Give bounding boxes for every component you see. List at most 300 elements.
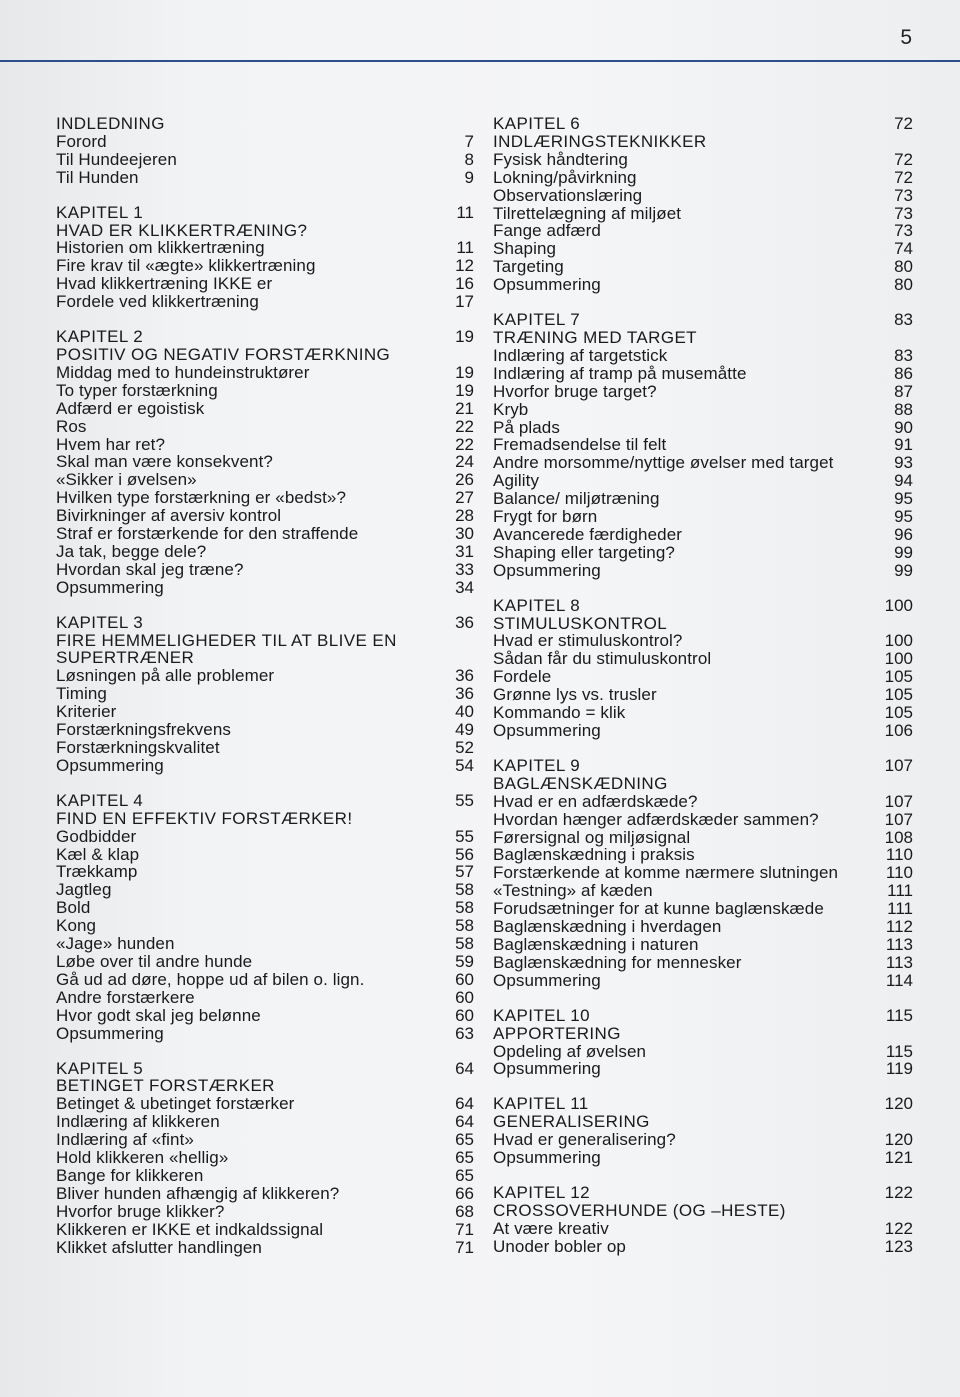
toc-entry-page: 88 (894, 399, 913, 419)
toc-entry-page: 86 (894, 363, 913, 383)
toc-entry-title: Opsummering (493, 721, 601, 740)
toc-entry (493, 365, 913, 383)
chapter-title: CROSSOVERHUNDE (OG –HESTE) (493, 1200, 786, 1220)
toc-entry-page: 21 (455, 398, 474, 418)
toc-entry-title: Gå ud ad døre, hoppe ud af bilen o. lign. (56, 969, 365, 989)
toc-entry-page: 60 (455, 1005, 474, 1025)
toc-entry-title: Unoder bobler op (493, 1236, 626, 1256)
toc-entry (56, 899, 474, 917)
toc-section (493, 757, 913, 990)
chapter-heading-row (493, 1007, 913, 1025)
toc-entry-page: 65 (455, 1165, 474, 1185)
toc-entry-title: Betinget & ubetinget forstærker (56, 1094, 295, 1114)
toc-entry (56, 1239, 474, 1257)
chapter-heading: KAPITEL 4 (56, 790, 144, 810)
toc-entry (493, 383, 913, 401)
toc-entry-page: 107 (884, 809, 913, 829)
toc-entry-title: Opsummering (493, 970, 601, 990)
toc-entry-page: 73 (894, 221, 913, 241)
toc-entry-page: 91 (894, 435, 913, 455)
toc-entry (56, 953, 474, 971)
toc-entry (56, 863, 474, 881)
toc-entry-page: 99 (894, 542, 913, 562)
chapter-heading: KAPITEL 9 (493, 755, 581, 775)
toc-entry-page: 72 (894, 149, 913, 169)
toc-entry (56, 1095, 474, 1113)
toc-entry (56, 400, 474, 418)
toc-entry-title: Kriterier (56, 702, 117, 722)
toc-entry (493, 811, 913, 829)
toc-entry-page: 63 (455, 1023, 474, 1043)
chapter-heading-row (56, 115, 474, 133)
chapter-heading-row (493, 597, 913, 615)
chapter-title: TRÆNING MED TARGET (493, 327, 697, 347)
toc-entry-title: Bliver hunden afhængig af klikkeren? (56, 1183, 340, 1203)
chapter-heading-row (56, 614, 474, 632)
toc-entry-page: 16 (455, 274, 474, 294)
toc-entry (56, 917, 474, 935)
toc-entry (56, 543, 474, 561)
toc-entry-title: Hvordan skal jeg træne? (56, 559, 244, 579)
toc-entry-page: 94 (894, 471, 913, 491)
toc-section (493, 1007, 913, 1079)
toc-entry-title: Baglænskædning i naturen (493, 934, 699, 954)
toc-entry-page: 60 (455, 969, 474, 989)
toc-entry-page: 24 (455, 452, 474, 472)
toc-entry-page: 9 (464, 167, 474, 187)
toc-entry (56, 1113, 474, 1131)
chapter-heading-row (493, 1095, 913, 1113)
toc-entry (56, 1167, 474, 1185)
toc-entry-page: 55 (455, 826, 474, 846)
toc-entry (56, 1203, 474, 1221)
toc-entry-title: Trækkamp (56, 862, 138, 882)
toc-entry-title: «Testning» af kæden (493, 881, 653, 901)
toc-entry-title: Agility (493, 471, 540, 491)
toc-entry-title: Tilrettelægning af miljøet (493, 203, 682, 223)
chapter-heading: KAPITEL 8 (493, 595, 581, 615)
toc-entry-page: 93 (894, 453, 913, 473)
toc-entry-page: 111 (887, 899, 913, 919)
chapter-page-number: 11 (456, 202, 474, 222)
toc-entry-page: 110 (885, 845, 913, 865)
chapter-heading-row (56, 328, 474, 346)
toc-entry (493, 187, 913, 205)
toc-entry-title: Middag med to hundeinstruktører (56, 362, 310, 382)
chapter-title: STIMULUSKONTROL (493, 613, 668, 633)
toc-entry-title: Lokning/påvirkning (493, 167, 637, 187)
toc-entry-title: Baglænskædning for mennesker (493, 952, 742, 972)
toc-entry-page: 64 (455, 1112, 474, 1132)
toc-entry (56, 257, 474, 275)
toc-entry-page: 52 (455, 738, 474, 757)
toc-entry-title: Timing (56, 684, 107, 704)
toc-section (56, 115, 474, 187)
toc-entry-page: 68 (455, 1201, 474, 1221)
toc-entry (493, 954, 913, 972)
toc-entry (56, 436, 474, 454)
toc-entry (493, 562, 913, 580)
toc-entry-title: Jagtleg (56, 880, 112, 900)
chapter-heading: KAPITEL 2 (56, 327, 144, 347)
toc-entry (493, 1220, 913, 1238)
toc-entry (56, 1025, 474, 1043)
toc-section (56, 1060, 474, 1257)
toc-entry-page: 60 (455, 987, 474, 1007)
chapter-heading-row (493, 757, 913, 775)
toc-entry-page: 112 (885, 917, 913, 937)
toc-entry-page: 27 (455, 488, 474, 508)
chapter-heading-row (493, 115, 913, 133)
toc-entry (493, 508, 913, 526)
toc-entry-title: Hvad er stimuluskontrol? (493, 631, 683, 651)
toc-entry (493, 722, 913, 740)
toc-entry-title: Bange for klikkeren (56, 1165, 204, 1185)
chapter-title: GENERALISERING (493, 1112, 650, 1132)
chapter-heading: KAPITEL 10 (493, 1005, 590, 1025)
toc-entry-page: 30 (455, 524, 474, 544)
toc-entry (56, 667, 474, 685)
toc-entry (56, 846, 474, 864)
toc-entry-page: 71 (455, 1219, 474, 1239)
toc-entry (56, 471, 474, 489)
toc-entry-page: 74 (894, 239, 913, 259)
toc-entry-page: 110 (885, 863, 913, 883)
toc-entry-title: Baglænskædning i hverdagen (493, 917, 722, 937)
chapter-title: INDLÆRINGSTEKNIKKER (493, 131, 707, 151)
toc-entry-title: Opsummering (493, 560, 601, 580)
toc-entry-title: Fremadsendelse til felt (493, 435, 667, 455)
toc-section (56, 614, 474, 775)
chapter-title: BETINGET FORSTÆRKER (56, 1076, 275, 1096)
toc-entry (56, 561, 474, 579)
toc-entry-title: Fire krav til «ægte» klikkertræning (56, 256, 316, 276)
toc-entry-title: Bold (56, 898, 91, 918)
toc-entry-title: Forudsætninger for at kunne baglænskæde (493, 899, 824, 919)
toc-entry (56, 579, 474, 597)
chapter-page-number: 83 (894, 310, 913, 330)
chapter-title: BAGLÆNSKÆDNING (493, 773, 668, 793)
toc-entry-page: 120 (884, 1130, 913, 1150)
toc-entry (56, 1185, 474, 1203)
chapter-title: FIRE HEMMELIGHEDER TIL AT BLIVE EN SUPERTRÆNER (56, 630, 397, 668)
toc-entry-title: Fysisk håndtering (493, 149, 628, 169)
toc-entry-page: 34 (455, 577, 474, 597)
toc-entry-page: 90 (894, 417, 913, 437)
chapter-page-number: 55 (455, 790, 474, 810)
toc-entry (56, 739, 474, 757)
toc-entry (493, 151, 913, 169)
toc-left-column (56, 115, 474, 1273)
toc-entry-title: Til Hunden (56, 167, 139, 187)
toc-entry-page: 115 (885, 1041, 913, 1061)
chapter-heading: KAPITEL 3 (56, 612, 144, 632)
toc-entry-page: 108 (884, 827, 913, 847)
toc-entry (56, 507, 474, 525)
toc-entry-page: 105 (884, 685, 913, 705)
toc-entry-page: 7 (464, 131, 474, 151)
toc-entry (493, 846, 913, 864)
toc-entry-page: 56 (455, 844, 474, 864)
toc-entry-page: 100 (884, 631, 913, 651)
toc-entry (493, 347, 913, 365)
toc-entry-page: 83 (894, 345, 913, 365)
toc-entry (493, 276, 913, 294)
toc-entry (56, 169, 474, 187)
toc-entry-title: Observationslæring (493, 185, 643, 205)
toc-entry-page: 19 (455, 380, 474, 400)
toc-entry-title: Indlæring af tramp på musemåtte (493, 363, 747, 383)
toc-entry-page: 87 (894, 381, 913, 401)
chapter-page-number: 122 (884, 1182, 913, 1202)
toc-entry (493, 936, 913, 954)
chapter-title: APPORTERING (493, 1023, 621, 1043)
toc-entry (493, 205, 913, 223)
toc-entry-page: 12 (455, 256, 474, 276)
toc-entry-page: 26 (455, 470, 474, 490)
toc-entry-page: 105 (884, 667, 913, 687)
toc-entry-page: 105 (884, 703, 913, 723)
toc-entry-title: Forstærkningskvalitet (56, 738, 220, 757)
toc-entry-page: 114 (885, 970, 913, 990)
toc-entry-title: Fordele (493, 667, 552, 687)
toc-entry-title: Opsummering (56, 1023, 164, 1043)
toc-entry (493, 668, 913, 686)
toc-entry-page: 95 (894, 507, 913, 527)
chapter-heading-row (56, 1060, 474, 1078)
toc-entry-title: Godbidder (56, 826, 137, 846)
toc-entry-page: 121 (884, 1148, 913, 1168)
toc-entry-page: 36 (455, 684, 474, 704)
chapter-page-number: 115 (885, 1005, 913, 1025)
toc-entry-page: 71 (455, 1237, 474, 1257)
toc-entry (56, 703, 474, 721)
toc-entry-title: Straf er forstærkende for den straffende (56, 524, 359, 544)
toc-entry-title: Kryb (493, 399, 529, 419)
toc-entry (493, 900, 913, 918)
toc-entry-page: 31 (455, 541, 474, 561)
toc-entry-page: 65 (455, 1130, 474, 1150)
toc-entry-title: Adfærd er egoistisk (56, 398, 205, 418)
toc-entry (493, 650, 913, 668)
toc-entry-page: 36 (455, 666, 474, 686)
chapter-heading: KAPITEL 6 (493, 114, 581, 133)
toc-entry (56, 757, 474, 775)
toc-entry (493, 258, 913, 276)
toc-entry (56, 828, 474, 846)
toc-entry (493, 704, 913, 722)
toc-section (493, 597, 913, 740)
chapter-heading-row (493, 311, 913, 329)
toc-entry (493, 454, 913, 472)
toc-entry-title: Ja tak, begge dele? (56, 541, 207, 561)
toc-entry (56, 989, 474, 1007)
toc-entry (56, 133, 474, 151)
toc-entry-page: 73 (894, 185, 913, 205)
toc-entry (493, 472, 913, 490)
toc-entry (493, 401, 913, 419)
toc-entry-page: 33 (455, 559, 474, 579)
toc-entry-title: Opsummering (56, 755, 164, 775)
toc-entry-page: 95 (894, 489, 913, 509)
toc-entry (493, 490, 913, 508)
toc-entry-page: 22 (455, 434, 474, 454)
toc-entry-page: 72 (894, 167, 913, 187)
toc-entry-title: Kommando = klik (493, 703, 626, 723)
toc-entry-title: Shaping (493, 239, 557, 259)
chapter-heading: KAPITEL 7 (493, 310, 581, 330)
chapter-page-number: 72 (894, 114, 913, 133)
toc-entry-title: Løsningen på alle problemer (56, 666, 275, 686)
toc-entry (493, 972, 913, 990)
toc-entry (56, 1131, 474, 1149)
toc-entry-title: Indlæring af «fint» (56, 1130, 194, 1150)
toc-entry-title: Hvor godt skal jeg belønne (56, 1005, 261, 1025)
toc-entry (493, 1131, 913, 1149)
toc-entry (56, 364, 474, 382)
toc-entry (493, 829, 913, 847)
toc-entry-title: Hvad klikkertræning IKKE er (56, 274, 273, 294)
toc-entry-page: 58 (455, 880, 474, 900)
toc-entry-title: Forstærkningsfrekvens (56, 720, 231, 740)
toc-entry-title: Opsummering (493, 1059, 601, 1079)
toc-entry-title: Hold klikkeren «hellig» (56, 1148, 229, 1168)
toc-entry-title: Balance/ miljøtræning (493, 489, 660, 509)
toc-entry-page: 40 (455, 702, 474, 722)
toc-entry-page: 57 (455, 862, 474, 882)
toc-entry-title: Baglænskædning i praksis (493, 845, 695, 865)
toc-entry-title: Hvilken type forstærkning er «bedst»? (56, 488, 347, 508)
toc-entry-title: Opsummering (493, 275, 601, 295)
toc-entry (56, 382, 474, 400)
header-rule (0, 60, 960, 62)
toc-entry (56, 489, 474, 507)
toc-entry-title: Grønne lys vs. trusler (493, 685, 657, 705)
toc-section (493, 1184, 913, 1256)
toc-entry (56, 935, 474, 953)
toc-section (493, 311, 913, 580)
toc-entry-title: Ros (56, 416, 87, 436)
toc-entry (493, 240, 913, 258)
toc-entry (493, 793, 913, 811)
toc-entry (493, 686, 913, 704)
toc-entry-title: Targeting (493, 257, 564, 277)
toc-entry (493, 1238, 913, 1256)
toc-entry-title: Indlæring af klikkeren (56, 1112, 220, 1132)
chapter-title: POSITIV OG NEGATIV FORSTÆRKNING (56, 344, 391, 364)
toc-entry-title: Førersignal og miljøsignal (493, 827, 691, 847)
toc-entry (493, 1043, 913, 1061)
toc-entry-page: 17 (455, 292, 474, 312)
toc-entry (56, 685, 474, 703)
toc-entry-page: 22 (455, 416, 474, 436)
toc-entry-page: 28 (455, 506, 474, 526)
toc-entry (56, 151, 474, 169)
chapter-heading-row (493, 1184, 913, 1202)
toc-entry-title: Shaping eller targeting? (493, 542, 675, 562)
chapter-title: FIND EN EFFEKTIV FORSTÆRKER! (56, 808, 353, 828)
chapter-heading: KAPITEL 11 (493, 1094, 589, 1114)
toc-entry (56, 525, 474, 543)
toc-entry-title: Hvordan hænger adfærdskæder sammen? (493, 809, 819, 829)
chapter-heading: KAPITEL 1 (56, 202, 144, 222)
toc-entry-title: Kong (56, 916, 97, 936)
toc-entry-title: Opdeling af øvelsen (493, 1041, 647, 1061)
chapter-heading: KAPITEL 12 (493, 1182, 590, 1202)
chapter-page-number: 107 (884, 755, 913, 775)
toc-entry-page: 59 (455, 951, 474, 971)
toc-entry-page: 58 (455, 898, 474, 918)
toc-entry-title: Løbe over til andre hunde (56, 951, 253, 971)
toc-entry (493, 632, 913, 650)
toc-entry-page: 65 (455, 1148, 474, 1168)
toc-entry (493, 436, 913, 454)
toc-entry (56, 239, 474, 257)
toc-entry-page: 58 (455, 934, 474, 954)
toc-entry-title: Opsummering (493, 1148, 601, 1168)
toc-entry-title: Indlæring af targetstick (493, 345, 668, 365)
toc-entry (56, 453, 474, 471)
toc-entry-page: 19 (455, 362, 474, 382)
toc-entry-title: «Sikker i øvelsen» (56, 470, 197, 490)
toc-entry-title: Fordele ved klikkertræning (56, 292, 259, 312)
toc-entry (56, 1149, 474, 1167)
toc-entry-page: 80 (894, 257, 913, 277)
toc-entry (56, 721, 474, 739)
toc-entry-page: 107 (884, 791, 913, 811)
toc-entry-title: På plads (493, 417, 560, 437)
toc-entry-title: Andre forstærkere (56, 987, 195, 1007)
toc-entry (56, 418, 474, 436)
toc-entry-page: 58 (455, 916, 474, 936)
chapter-page-number: 19 (455, 327, 474, 347)
toc-section (56, 792, 474, 1043)
toc-entry-page: 66 (455, 1183, 474, 1203)
chapter-heading: INDLEDNING (56, 114, 165, 133)
toc-entry-page: 96 (894, 524, 913, 544)
toc-entry-title: Avancerede færdigheder (493, 524, 683, 544)
toc-entry-page: 11 (456, 238, 474, 258)
chapter-title: HVAD ER KLIKKERTRÆNING? (56, 220, 308, 240)
toc-entry-page: 119 (885, 1059, 913, 1079)
toc-entry-title: Hvem har ret? (56, 434, 166, 454)
toc-entry-page: 80 (894, 275, 913, 295)
toc-entry (56, 1221, 474, 1239)
toc-entry-title: Hvorfor bruge target? (493, 381, 657, 401)
toc-entry-page: 100 (884, 649, 913, 669)
toc-entry-page: 8 (464, 149, 474, 169)
toc-entry (493, 864, 913, 882)
toc-entry (493, 544, 913, 562)
toc-entry (56, 1007, 474, 1025)
toc-entry (493, 1060, 913, 1078)
toc-right-column (493, 115, 913, 1273)
toc-entry-title: Klikkeren er IKKE et indkaldssignal (56, 1219, 324, 1239)
toc-entry-title: Skal man være konsekvent? (56, 452, 273, 472)
toc-entry-title: Frygt for børn (493, 507, 598, 527)
toc-entry-title: Historien om klikkertræning (56, 238, 265, 258)
toc-entry (56, 881, 474, 899)
chapter-page-number: 120 (884, 1094, 913, 1114)
toc-entry-title: Andre morsomme/nyttige øvelser med target (493, 453, 834, 473)
toc-section (493, 1095, 913, 1167)
toc-entry-title: Hvorfor bruge klikker? (56, 1201, 225, 1221)
page-number: 5 (900, 26, 912, 49)
toc-entry-title: Kæl & klap (56, 844, 140, 864)
toc-section (56, 328, 474, 597)
toc-entry-title: Fange adfærd (493, 221, 601, 241)
chapter-page-number: 100 (884, 595, 913, 615)
